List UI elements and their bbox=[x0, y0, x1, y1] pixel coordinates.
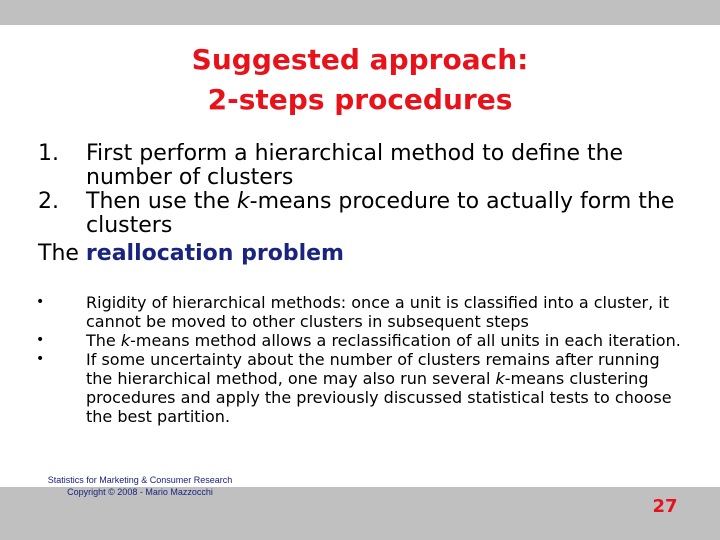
item-text: First perform a hierarchical method to define the number of clusters bbox=[86, 141, 624, 190]
bullet-item-1 bbox=[36, 293, 686, 331]
item-text: Then use the bbox=[86, 189, 237, 214]
page-number: 27 bbox=[652, 496, 678, 517]
item-number: 1. bbox=[38, 141, 59, 166]
main-text bbox=[38, 142, 698, 288]
footer-line-1: Statistics for Marketing & Consumer Research bbox=[47, 475, 233, 485]
item-number: 2. bbox=[38, 189, 59, 214]
title-line-2: 2-steps procedures bbox=[207, 83, 513, 116]
slide bbox=[0, 25, 720, 515]
numbered-item-2 bbox=[38, 190, 698, 238]
reallocation-prefix: The bbox=[38, 241, 86, 266]
footer-text bbox=[30, 474, 250, 498]
bullet-text: Rigidity of hierarchical methods: once a unit is classified into a cluster, it cannot be moved to other clusters in subsequent steps bbox=[86, 293, 670, 331]
bullet-text: If some uncertainty about the number of clusters remains after running the hierarchical method, one may also run several bbox=[86, 350, 660, 388]
item-text-italic: k bbox=[236, 189, 250, 214]
bullet-text-italic: k bbox=[120, 331, 131, 350]
reallocation-bold: reallocation problem bbox=[85, 241, 344, 266]
slide-title bbox=[0, 40, 720, 120]
bullet-text: -means method allows a reclassification of all units in each iteration. bbox=[130, 331, 681, 350]
bullet-text-italic: k bbox=[495, 369, 505, 388]
bullet-text: The bbox=[86, 331, 121, 350]
footer-line-2: Copyright © 2008 - Mario Mazzocchi bbox=[67, 487, 213, 497]
bullet-dot: • bbox=[36, 332, 45, 348]
reallocation-heading bbox=[38, 242, 698, 266]
bullet-dot: • bbox=[36, 294, 45, 310]
bullet-item-3 bbox=[36, 350, 686, 426]
item-text: -means procedure to actually form the clusters bbox=[86, 189, 675, 238]
bullet-text: -means clustering procedures and apply the previously discussed statistical tests to choose the best partition. bbox=[86, 369, 672, 426]
bullet-item-2 bbox=[36, 331, 686, 350]
bullet-dot: • bbox=[36, 351, 45, 367]
bullet-list bbox=[36, 293, 686, 426]
title-line-1: Suggested approach: bbox=[191, 43, 529, 76]
numbered-item-1 bbox=[38, 142, 698, 190]
